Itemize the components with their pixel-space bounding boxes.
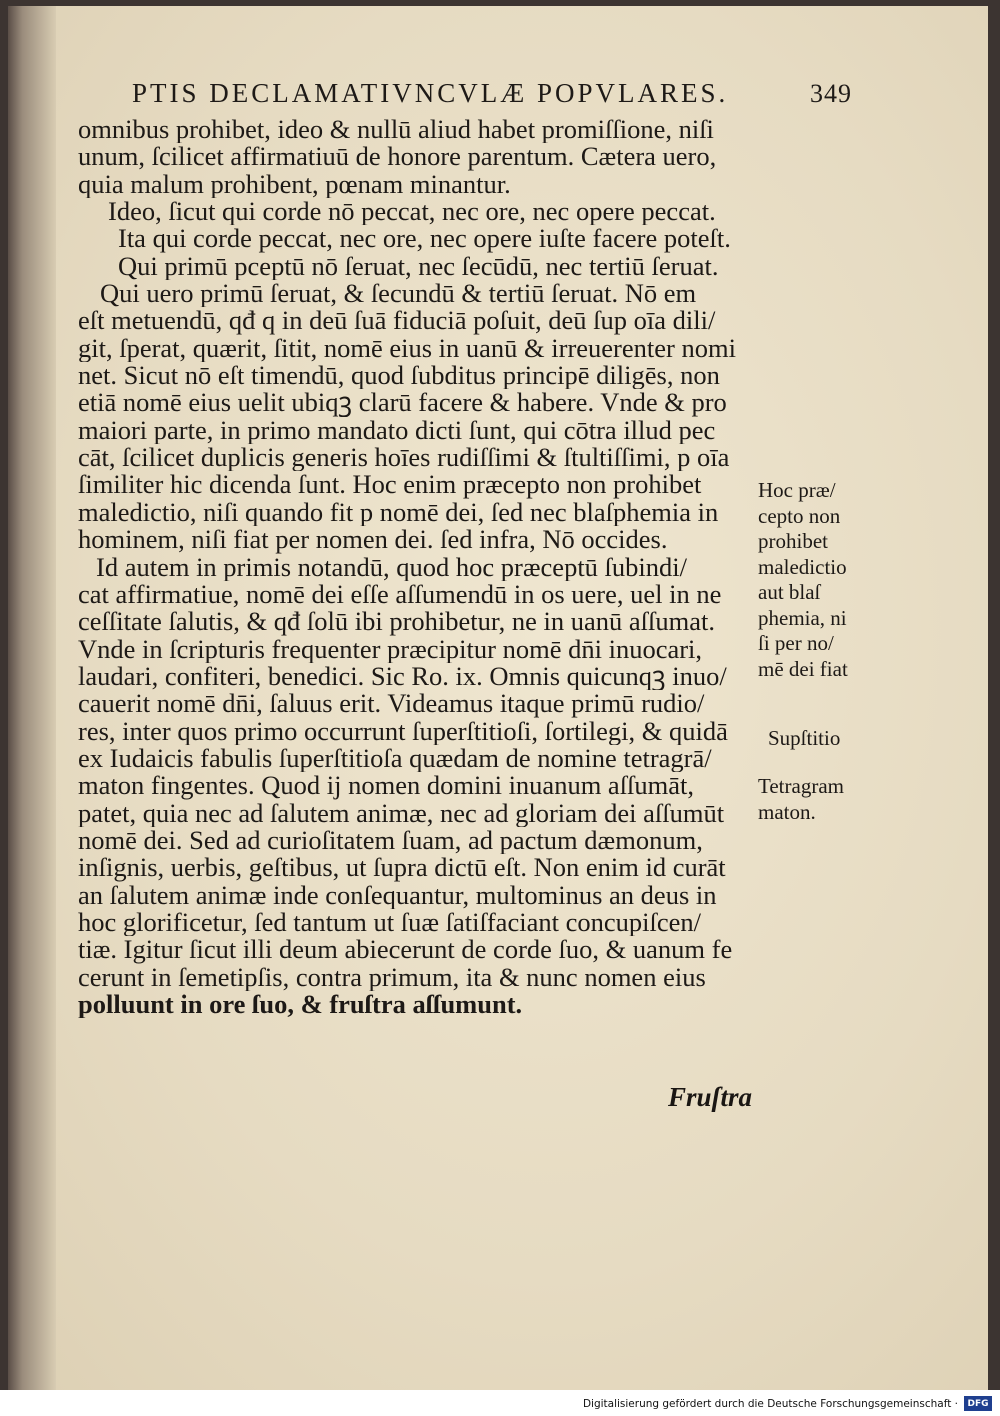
margin-note-line: mē dei fiat xyxy=(758,656,848,681)
text-line: quia malum prohibent, pœnam minantur. xyxy=(78,170,511,199)
text-line: ceſſitate ſalutis, & qđ ſolū ibi prohibetur, ne in uanū aſſumat. xyxy=(78,608,716,636)
text-line: git, ſperat, quærit, ſitit, nomē eius in uanū & irreuerenter nomi xyxy=(78,334,736,363)
text-line: cauerit nomē dn̄i, ſaluus erit. Videamus itaque primū rudio/ xyxy=(78,690,705,718)
margin-note-line: ſi per no/ xyxy=(758,631,834,655)
text-line: eſt metuendū, qđ q in deū ſuā fiduciā poſuit, deū ſup oīa dili/ xyxy=(78,307,716,335)
margin-note-line: Hoc præ/ xyxy=(758,478,836,502)
page-number: 349 xyxy=(810,79,852,108)
text-line: res, inter quos primo occurrunt ſuperſtitioſi, ſortilegi, & quidā xyxy=(78,717,728,745)
margin-note-hoc-praecepto xyxy=(758,478,848,682)
text-line: Ideo, ſicut qui corde nō peccat, nec ore, nec opere peccat. xyxy=(108,198,716,226)
dfg-logo-icon: DFG xyxy=(964,1396,992,1411)
page-gutter xyxy=(8,6,56,1390)
text-line: ex Iudaicis fabulis ſuperſtitioſa quædam de nomine tetragrā/ xyxy=(78,744,712,773)
text-line: maledictio, niſi quando fit p nomē dei, ſed nec blaſphemia in xyxy=(78,498,719,527)
text-line: patet, quia nec ad ſalutem animæ, nec ad gloriam dei aſſumūt xyxy=(78,799,725,827)
margin-note-line: maledictio xyxy=(758,554,847,579)
text-line: inſignis, uerbis, geſtibus, ut ſupra dictū eſt. Non enim id curāt xyxy=(78,854,726,882)
body-text xyxy=(78,116,760,1018)
text-line: laudari, confiteri, benedici. Sic Ro. ix. Omnis quicunqꝫ inuo/ xyxy=(78,662,727,691)
text-line: hoc glorificetur, ſed tantum ut ſuæ ſatiſfaciant concupiſcen/ xyxy=(78,908,701,937)
text-line: polluunt in ore ſuo, & fruſtra aſſumunt. xyxy=(78,991,523,1019)
margin-note-tetragrammaton xyxy=(758,774,844,825)
text-line: Ita qui corde peccat, nec ore, nec opere iuſte facere poteſt. xyxy=(118,225,731,253)
margin-note-line: Supſtitio xyxy=(768,726,841,750)
running-head xyxy=(132,78,852,118)
margin-note-line: cepto non xyxy=(758,503,841,528)
text-line: ſimiliter hic dicenda ſunt. Hoc enim præcepto non prohibet xyxy=(78,471,702,499)
text-line: Qui primū pceptū nō ſeruat, nec ſecūdū, nec tertiū ſeruat. xyxy=(118,252,719,281)
text-line: Qui uero primū ſeruat, & ſecundū & tertiū ſeruat. Nō em xyxy=(100,280,697,308)
text-line: cerunt in ſemetipſis, contra primum, ita & nunc nomen eius xyxy=(78,963,706,991)
text-line: unum, ſcilicet affirmatiuū de honore parentum. Cætera uero, xyxy=(78,143,717,171)
text-line: maiori parte, in primo mandato dicti ſunt, qui cōtra illud pec xyxy=(78,416,716,445)
text-line: maton fingentes. Quod ij nomen domini inuanum aſſumāt, xyxy=(78,772,695,800)
running-head-title: PTIS DECLAMATIVNCVLÆ POPVLARES. xyxy=(132,78,729,108)
text-line: etiā nomē eius uelit ubiqꝫ clarū facere & habere. Vnde & pro xyxy=(78,389,727,417)
text-line: Vnde in ſcripturis frequenter præcipitur nomē dn̄i inuocari, xyxy=(78,635,703,663)
margin-note-line: Tetragram xyxy=(758,774,844,798)
margin-note-line: prohibet xyxy=(758,529,828,553)
margin-note-line: phemia, ni xyxy=(758,605,847,630)
text-line: Id autem in primis notandū, quod hoc præceptū ſubindi/ xyxy=(96,553,688,581)
margin-note-superstitio xyxy=(768,726,840,752)
footer-credit: Digitalisierung gefördert durch die Deutsche Forschungsgemeinschaft · xyxy=(582,1398,958,1410)
text-line: hominem, niſi fiat per nomen dei. ſed infra, Nō occides. xyxy=(78,526,668,554)
text-line: an ſalutem animæ inde conſequantur, multominus an deus in xyxy=(78,881,717,909)
text-line: omnibus prohibet, ideo & nullū aliud habet promiſſione, niſi xyxy=(78,116,714,144)
text-line: tiæ. Igitur ſicut illi deum abiecerunt de corde ſuo, & uanum fe xyxy=(78,936,733,964)
text-line: net. Sicut nō eſt timendū, quod ſubditus principē diligēs, non xyxy=(78,362,720,390)
margin-note-line: maton. xyxy=(758,799,816,824)
text-line: cat affirmatiue, nomē dei eſſe aſſumendū in os uere, uel in ne xyxy=(78,580,722,609)
catchword: Fruſtra xyxy=(668,1082,753,1112)
text-line: cāt, ſcilicet duplicis generis hoīes rudiſſimi & ſtultiſſimi, p oīa xyxy=(78,444,730,472)
margin-note-line: aut blaſ xyxy=(758,580,821,604)
text-line: nomē dei. Sed ad curioſitatem ſuam, ad pactum dæmonum, xyxy=(78,826,703,855)
